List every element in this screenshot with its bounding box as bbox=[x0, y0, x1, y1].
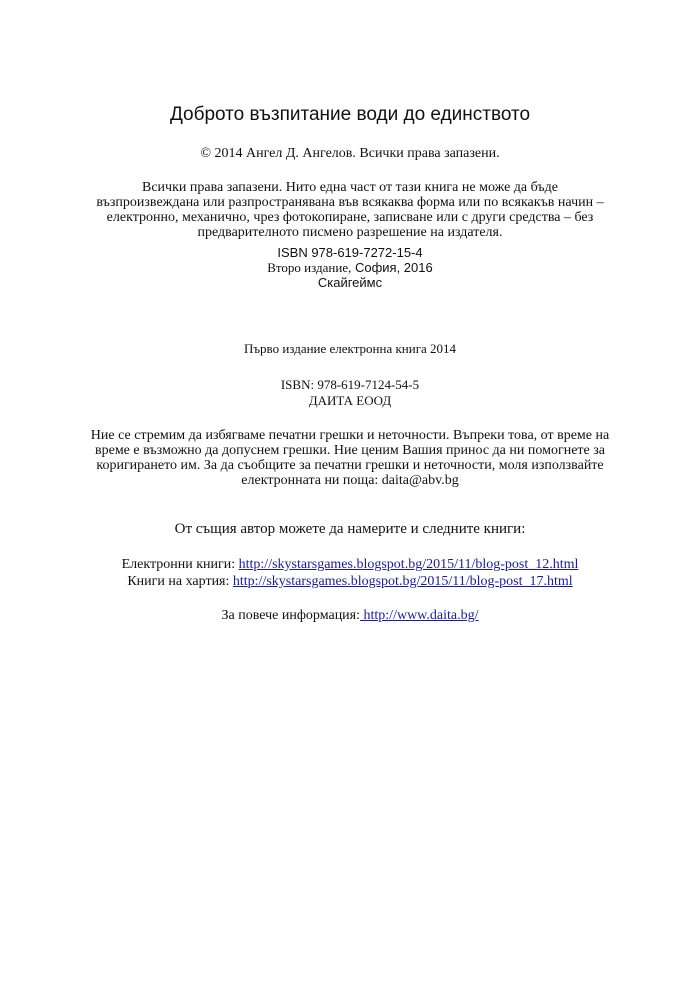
first-edition-label: Първо издание електронна книга 2014 bbox=[243, 341, 457, 356]
more-info-line bbox=[0, 608, 700, 624]
ebooks-label: Електронни книги: bbox=[121, 557, 239, 572]
second-edition-publisher: Скайгеймс bbox=[317, 275, 383, 290]
edition-label: Второ издание, bbox=[267, 260, 352, 275]
edition-place-year: София, 2016 bbox=[351, 260, 433, 275]
copyright-line: © 2014 Ангел Д. Ангелов. Всички права запазени. bbox=[200, 146, 500, 161]
other-books-heading: От същия автор можете да намерите и следните книги: bbox=[174, 521, 526, 537]
paper-books-line bbox=[0, 574, 700, 590]
second-edition-line bbox=[0, 260, 700, 275]
book-title: Доброто възпитание води до единството bbox=[169, 104, 531, 125]
second-edition-isbn: ISBN 978-619-7272-15-4 bbox=[277, 245, 423, 260]
typos-notice: Ние се стремим да избягваме печатни грешки и неточности. Въпреки това, от време на време е възможно да допуснем грешки. Ние ценим Вашия принос да ни помогнете за коригирането им. За да съобщите за печатни грешки и неточности, моля използвайте електронната ни поща: daita@abv.bg bbox=[90, 428, 610, 488]
more-info-label: За повече информация: bbox=[221, 608, 361, 623]
paper-books-link[interactable]: http://skystarsgames.blogspot.bg/2015/11/blog-post_17.html bbox=[232, 574, 573, 589]
first-edition-isbn: ISBN: 978-619-7124-54-5 bbox=[280, 377, 420, 392]
more-info-link[interactable]: http://www.daita.bg/ bbox=[360, 608, 479, 623]
ebooks-link[interactable]: http://skystarsgames.blogspot.bg/2015/11/blog-post_12.html bbox=[238, 557, 579, 572]
paper-label: Книги на хартия: bbox=[127, 574, 233, 589]
rights-notice: Всички права запазени. Нито една част от тази книга не може да бъде възпроизвеждана или разпространявана във всякаква форма или по всякакъв начин – електронно, механично, чрез фотокопиране, записване или с други средства – без предварителното писмено разрешение на издателя. bbox=[96, 180, 604, 240]
ebooks-line bbox=[0, 557, 700, 573]
first-edition-publisher: ДАИТА ЕООД bbox=[308, 393, 392, 408]
